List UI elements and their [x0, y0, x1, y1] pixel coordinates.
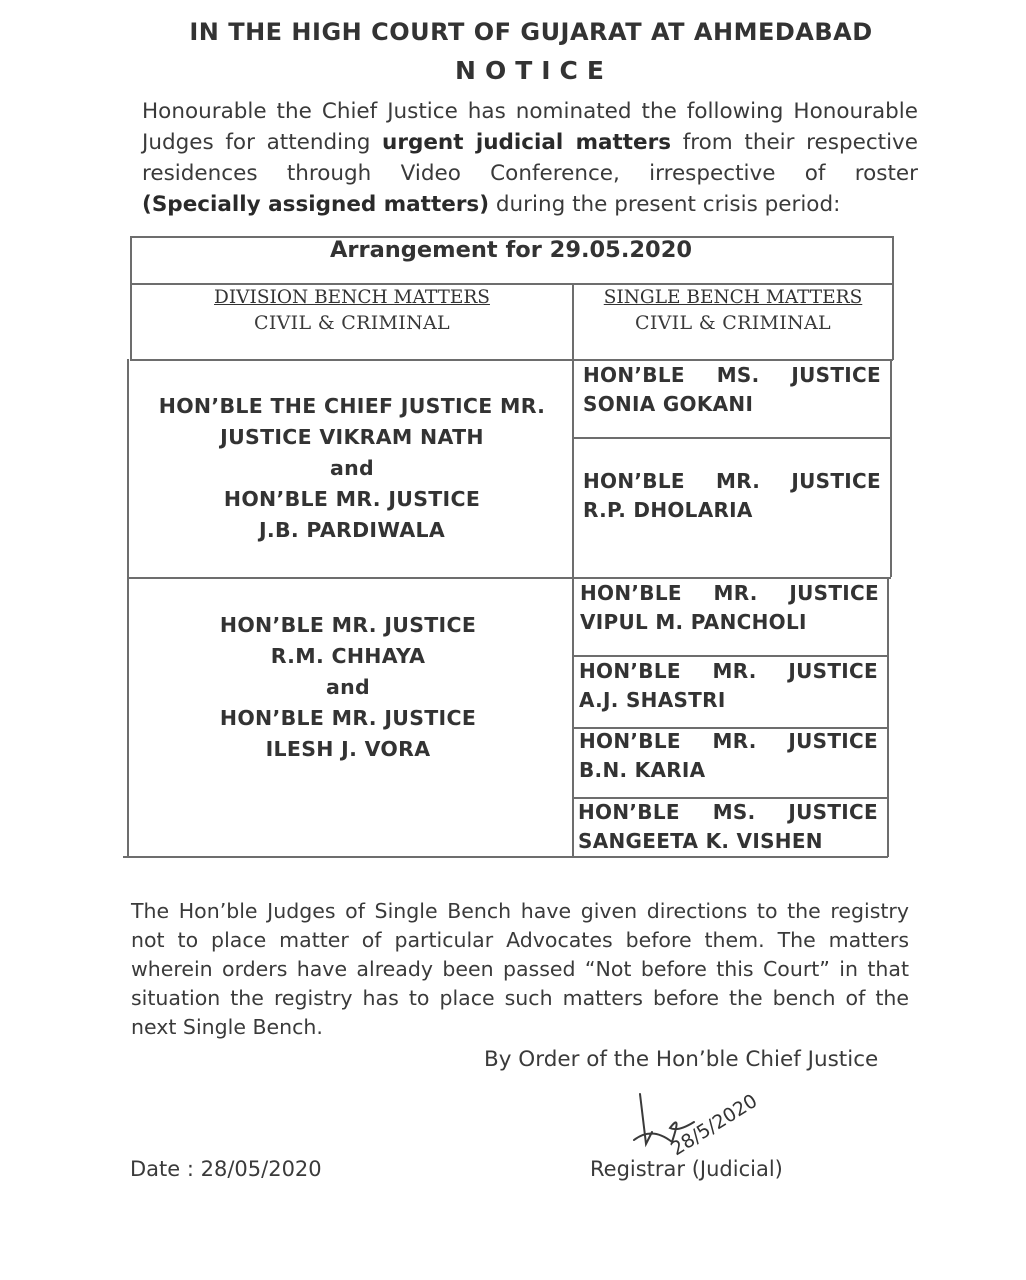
single-bench-hon: HON’BLE — [579, 729, 681, 753]
single-column-header — [574, 287, 892, 334]
single-bench-title: MS. — [716, 363, 760, 387]
single-bench-4 — [579, 657, 878, 715]
intro-paragraph — [142, 96, 918, 220]
single-bench-6 — [578, 798, 878, 856]
single-bench-name: SONIA GOKANI — [583, 392, 754, 416]
single-bench-5 — [579, 727, 878, 785]
division-bench-line: HON’BLE MR. JUSTICE — [219, 706, 477, 730]
by-order-line: By Order of the Hon’ble Chief Justice — [484, 1047, 879, 1072]
table-center-divider — [572, 283, 574, 857]
single-header-label: SINGLE BENCH MATTERS — [603, 287, 863, 308]
signature-date: 28/5/2020 — [666, 1089, 762, 1161]
division-bench-1 — [132, 391, 572, 546]
division-bench-line: R.M. CHHAYA — [270, 644, 426, 668]
registrar-title: Registrar (Judicial) — [590, 1157, 783, 1181]
table-border-bottom — [123, 856, 888, 858]
arrangement-date-heading: Arrangement for 29.05.2020 — [330, 237, 692, 263]
single-bench-title: MR. — [712, 729, 757, 753]
single-row-line-1 — [573, 437, 891, 439]
notice-date: Date : 28/05/2020 — [130, 1157, 322, 1181]
single-bench-1 — [583, 361, 881, 419]
intro-text-2: from their respective residences through Video Conference, irrespective of roster — [142, 130, 919, 186]
single-bench-name: B.N. KARIA — [579, 758, 706, 782]
single-header-sub: CIVIL & CRIMINAL — [635, 312, 831, 334]
table-border-right-body-2 — [887, 577, 889, 857]
division-bench-line: HON’BLE THE CHIEF JUSTICE MR. — [158, 394, 546, 418]
single-bench-3 — [580, 579, 879, 637]
division-bench-2 — [130, 610, 566, 765]
directions-paragraph: The Hon’ble Judges of Single Bench have given directions to the registry not to place matter of particular Advocates before them. The matters wherein orders have already been passed “Not before this Court” in that situation the registry has to place such matters before the bench of the next Single Bench. — [131, 899, 909, 1039]
table-border-right-top — [892, 236, 894, 284]
table-border-right-body-1 — [890, 359, 892, 577]
single-bench-title: MS. — [712, 800, 756, 824]
court-title: IN THE HIGH COURT OF GUJARAT AT AHMEDABAD — [189, 18, 873, 46]
intro-text-3: during the present crisis period: — [489, 192, 841, 217]
registrar-signature — [612, 1082, 782, 1162]
intro-text-1: Honourable the Chief Justice has nominated the following Honourable Judges for attending — [142, 99, 918, 155]
single-bench-title: MR. — [713, 581, 758, 605]
single-bench-name: A.J. SHASTRI — [579, 688, 726, 712]
single-bench-2 — [583, 467, 881, 525]
single-bench-name: VIPUL M. PANCHOLI — [580, 610, 807, 634]
single-bench-justice: JUSTICE — [788, 729, 878, 753]
single-bench-hon: HON’BLE — [578, 800, 680, 824]
single-bench-name: SANGEETA K. VISHEN — [578, 829, 823, 853]
single-bench-justice: JUSTICE — [788, 659, 878, 683]
division-bench-line: and — [325, 675, 370, 699]
intro-bold-2: (Specially assigned matters) — [142, 192, 490, 217]
single-bench-justice: JUSTICE — [791, 469, 881, 493]
single-bench-title: MR. — [716, 469, 761, 493]
division-bench-line: HON’BLE MR. JUSTICE — [219, 613, 477, 637]
single-bench-title: MR. — [712, 659, 757, 683]
division-bench-line: HON’BLE MR. JUSTICE — [223, 487, 481, 511]
single-bench-justice: JUSTICE — [791, 363, 881, 387]
division-bench-line: ILESH J. VORA — [265, 737, 431, 761]
division-header-label: DIVISION BENCH MATTERS — [214, 287, 490, 308]
notice-heading: NOTICE — [455, 56, 613, 85]
table-line-arrangement — [130, 283, 893, 285]
table-border-right-head — [892, 283, 894, 360]
single-bench-hon: HON’BLE — [580, 581, 682, 605]
table-border-left-body — [127, 359, 129, 857]
single-bench-hon: HON’BLE — [583, 363, 685, 387]
division-header-sub: CIVIL & CRIMINAL — [254, 312, 450, 334]
single-bench-justice: JUSTICE — [789, 581, 879, 605]
division-bench-line: J.B. PARDIWALA — [258, 518, 446, 542]
division-bench-line: and — [329, 456, 374, 480]
single-bench-hon: HON’BLE — [583, 469, 685, 493]
division-column-header — [132, 287, 572, 334]
single-bench-name: R.P. DHOLARIA — [583, 498, 753, 522]
division-bench-line: JUSTICE VIKRAM NATH — [220, 425, 484, 449]
single-bench-hon: HON’BLE — [579, 659, 681, 683]
intro-bold-1: urgent judicial matters — [382, 130, 672, 155]
single-bench-justice: JUSTICE — [788, 800, 878, 824]
